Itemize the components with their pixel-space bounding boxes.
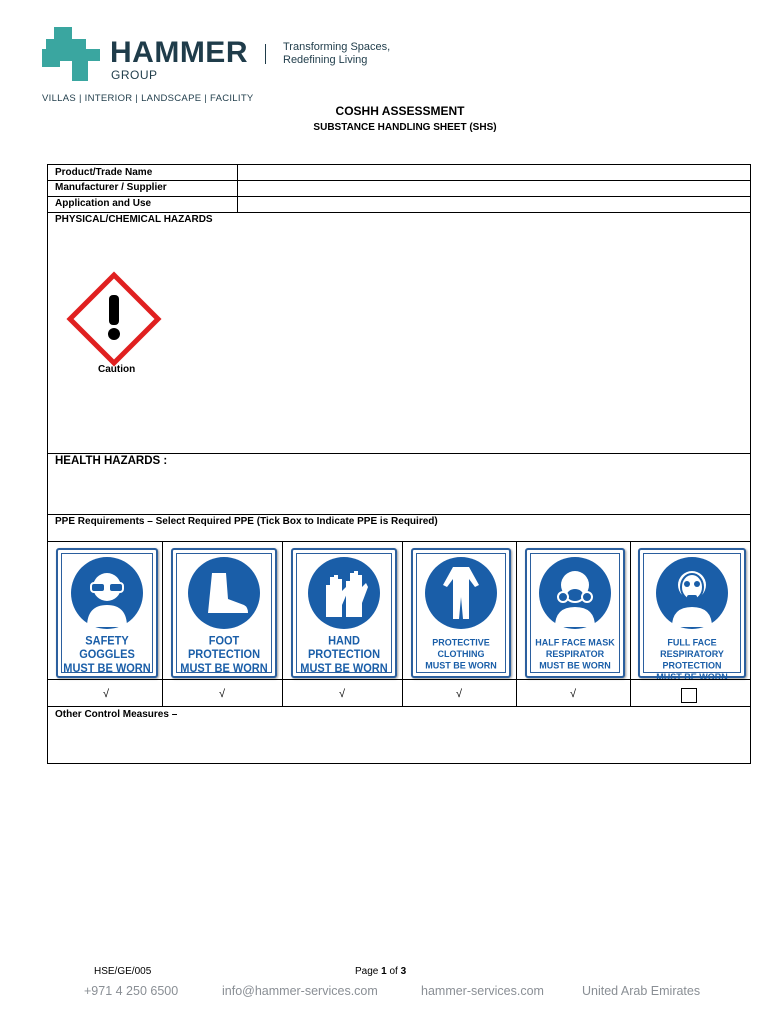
ppe-line2: PROTECTION xyxy=(662,660,722,671)
physical-hazards-label: PHYSICAL/CHEMICAL HAZARDS xyxy=(55,214,213,225)
tagline-line1: Transforming Spaces, xyxy=(283,41,391,53)
assessment-form xyxy=(47,164,751,764)
column-divider xyxy=(630,541,631,706)
footer-country: United Arab Emirates xyxy=(582,984,701,998)
column-divider xyxy=(282,541,283,706)
page-current: 1 xyxy=(381,966,387,977)
ppe-sign-clothing xyxy=(411,548,511,678)
full-face-respirator-icon xyxy=(656,557,728,629)
ppe-checkbox-full-face[interactable] xyxy=(681,688,697,703)
row-divider xyxy=(48,453,750,454)
column-divider xyxy=(237,165,238,212)
document-title: COSHH ASSESSMENT xyxy=(335,104,465,118)
manufacturer-label: Manufacturer / Supplier xyxy=(55,182,167,193)
safety-goggles-icon xyxy=(71,557,143,629)
tagline-line2: Redefining Living xyxy=(283,54,368,66)
ppe-sign-hand xyxy=(291,548,397,678)
product-label: Product/Trade Name xyxy=(55,167,153,178)
ppe-tick-half-mask[interactable]: √ xyxy=(569,688,577,700)
caution-label: Caution xyxy=(98,364,136,375)
ppe-tick-goggles[interactable]: √ xyxy=(102,688,110,700)
brand-name: HAMMER xyxy=(110,36,248,69)
ppe-line2: RESPIRATOR xyxy=(545,648,605,660)
manufacturer-field[interactable] xyxy=(238,181,748,196)
ppe-sign-text xyxy=(60,635,154,676)
product-field[interactable] xyxy=(238,165,748,180)
ppe-sign-foot xyxy=(171,548,277,678)
footer-phone: +971 4 250 6500 xyxy=(84,984,179,998)
ppe-sign-half-mask xyxy=(525,548,625,678)
ppe-line2: MUST BE WORN xyxy=(425,660,497,671)
ppe-line1: FULL FACE RESPIRATORY xyxy=(660,636,724,659)
health-hazards-label: HEALTH HAZARDS : xyxy=(55,455,168,467)
ppe-requirements-label: PPE Requirements – Select Required PPE (Tick Box to Indicate PPE is Required) xyxy=(55,516,438,527)
ppe-line1: HAND PROTECTION xyxy=(307,635,381,662)
ppe-line2: MUST BE WORN xyxy=(300,662,388,675)
exclamation-hazard-icon xyxy=(66,271,162,367)
ppe-tick-hand[interactable]: √ xyxy=(338,688,346,700)
ppe-sign-text xyxy=(415,637,507,672)
other-controls-label: Other Control Measures – xyxy=(55,709,178,720)
other-controls-field[interactable] xyxy=(48,723,750,763)
ppe-line2: MUST BE WORN xyxy=(180,662,268,675)
ppe-line1: HALF FACE MASK xyxy=(535,637,615,648)
ppe-line3: MUST BE WORN xyxy=(539,660,611,671)
ppe-sign-text xyxy=(642,637,742,683)
page-total: 3 xyxy=(400,966,407,977)
brand-group: GROUP xyxy=(111,68,158,82)
ppe-tick-clothing[interactable]: √ xyxy=(455,688,463,700)
page-prefix: Page xyxy=(355,966,382,977)
coverall-icon xyxy=(425,557,497,629)
column-divider xyxy=(516,541,517,706)
ppe-line3: MUST BE WORN xyxy=(656,671,728,683)
safety-boot-icon xyxy=(188,557,260,629)
page-indicator xyxy=(355,966,406,977)
application-field[interactable] xyxy=(238,197,748,212)
document-subtitle: SUBSTANCE HANDLING SHEET (SHS) xyxy=(313,122,497,133)
ppe-sign-goggles xyxy=(56,548,158,678)
hammer-logo-icon xyxy=(42,27,104,81)
document-code: HSE/GE/005 xyxy=(94,966,152,977)
ppe-sign-full-face xyxy=(638,548,746,683)
ppe-tick-foot[interactable]: √ xyxy=(218,688,226,700)
gloves-icon xyxy=(308,557,380,629)
ppe-sign-text xyxy=(529,637,621,672)
row-divider xyxy=(48,212,750,213)
row-divider xyxy=(48,706,750,707)
row-divider xyxy=(48,514,750,515)
ppe-line1: FOOT PROTECTION xyxy=(187,635,261,662)
ppe-sign-text xyxy=(175,635,273,676)
half-face-mask-icon xyxy=(539,557,611,629)
health-hazards-field[interactable] xyxy=(48,470,750,514)
footer-email[interactable]: info@hammer-services.com xyxy=(222,984,378,998)
row-divider xyxy=(48,679,750,680)
application-label: Application and Use xyxy=(55,198,152,209)
ppe-line2: MUST BE WORN xyxy=(63,662,151,675)
divisions-line: VILLAS | INTERIOR | LANDSCAPE | FACILITY xyxy=(42,93,254,104)
page-mid: of xyxy=(386,966,401,977)
ppe-sign-text xyxy=(295,635,393,676)
footer-website[interactable]: hammer-services.com xyxy=(421,984,544,998)
ppe-line1: SAFETY GOGGLES xyxy=(79,635,135,662)
column-divider xyxy=(162,541,163,706)
row-divider xyxy=(48,541,750,542)
tagline xyxy=(283,41,390,67)
column-divider xyxy=(402,541,403,706)
ppe-line1: PROTECTIVE CLOTHING xyxy=(432,637,490,660)
brand-separator xyxy=(265,44,266,64)
